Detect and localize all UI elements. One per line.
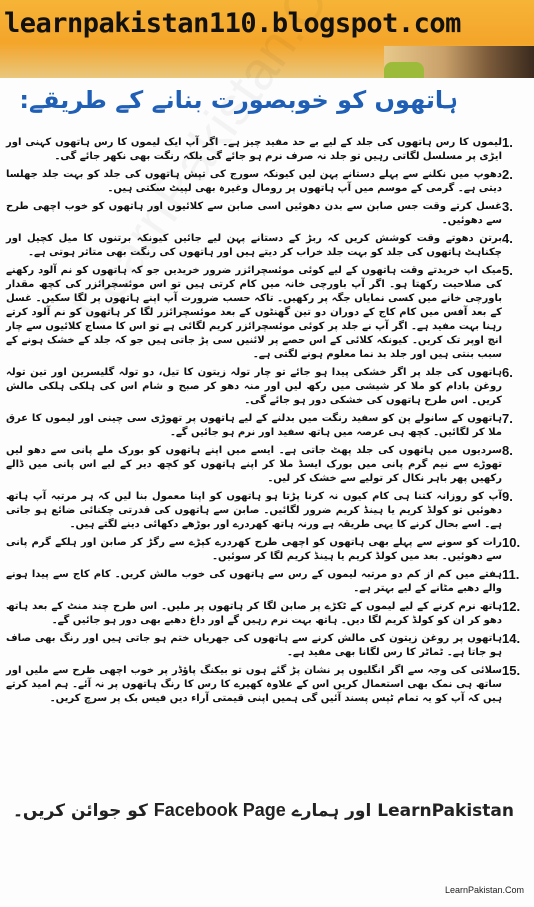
tip-number: 14. xyxy=(502,631,521,646)
tip-item xyxy=(6,600,528,628)
banner-photo xyxy=(384,46,534,78)
tip-number: 8. xyxy=(502,443,513,458)
header-banner xyxy=(0,0,534,78)
tip-number: 9. xyxy=(502,489,513,504)
tip-number: 5. xyxy=(502,263,513,278)
tip-item xyxy=(6,632,528,660)
tip-text: رات کو سونے سے پہلے بھی ہاتھوں کو اچھی طرح کھردرے کپڑے سے رگڑ کر صابن اور ہلکے گرم پانی سے دھوئیں۔ بعد میں کولڈ کریم یا ہینڈ کریم لگا کر سوئیں۔ xyxy=(6,537,502,562)
tip-text: دھوپ میں نکلنے سے پہلے دستانے پہن لیں کیونکہ سورج کی تپش ہاتھوں کی جلد کو بہت جلد جھلسا دیتی ہے۔ گرمی کے موسم میں آپ ہاتھوں پر رومال وغیرہ بھی لپیٹ سکتی ہیں۔ xyxy=(6,169,502,194)
tip-text: غسل کرتے وقت جس صابن سے بدن دھوئیں اسی صابن سے کلائیوں اور ہاتھوں کو خوب اچھی طرح سے دھوئیں۔ xyxy=(6,201,502,226)
tip-text: لیموں کا رس ہاتھوں کی جلد کے لیے بے حد مفید چیز ہے۔ اگر آپ ایک لیموں کا رس ہاتھوں کہنی اور ایڑی پر مسلسل لگاتی رہیں تو جلد نہ صرف نرم ہو جائے گی بلکہ رنگت بھی نکھر جائے گی۔ xyxy=(6,137,502,162)
tip-text: برتن دھوتے وقت کوشش کریں کہ ربڑ کے دستانے پہن لیے جائیں کیونکہ برتنوں کا میل کچیل اور چکناہٹ ہاتھوں کی جلد کو بہت جلد خراب کر دیتے ہیں اور ہاتھوں کی رنگت بھی متاثر ہوتی ہے۔ xyxy=(6,233,502,258)
site-url[interactable]: learnpakistan110.blogspot.com xyxy=(4,8,461,39)
tip-number: 10. xyxy=(502,535,521,550)
tip-item xyxy=(6,444,528,486)
tip-text: ہاتھ نرم کرنے کے لیے لیموں کے ٹکڑے پر صابن لگا کر ہاتھوں پر ملیں۔ اس طرح چند منٹ کے بعد ہاتھ دھو کر ان کو کولڈ کریم لگا دیں۔ ہاتھ بہت نرم رہیں گے اور داغ دھبے بھی دور ہو جائیں گے۔ xyxy=(6,601,502,626)
facebook-middle: اور ہمارے xyxy=(291,801,372,821)
tip-number: 3. xyxy=(502,199,513,214)
tip-number: 6. xyxy=(502,365,513,380)
facebook-suffix: کو جوائن کریں۔ xyxy=(12,801,148,821)
footer-site: LearnPakistan.Com xyxy=(444,885,524,895)
tip-item xyxy=(6,264,528,362)
facebook-page[interactable]: Facebook Page xyxy=(153,800,286,820)
tip-number: 1. xyxy=(502,135,513,150)
tip-number: 11. xyxy=(502,567,520,582)
tip-item xyxy=(6,232,528,260)
tip-text: ہاتھوں پر روغن زیتون کی مالش کرنے سے ہاتھوں کی جھریاں ختم ہو جاتی ہیں اور رنگ بھی صاف ہو جاتا ہے۔ ٹماٹر کا رس لگانا بھی مفید ہے۔ xyxy=(6,633,502,658)
tip-number: 15. xyxy=(502,663,521,678)
tip-number: 12. xyxy=(502,599,521,614)
tip-number: 2. xyxy=(502,167,513,182)
tip-text: میک اپ خریدتے وقت ہاتھوں کے لیے کوئی موئسچرائزر ضرور خریدیں جو کہ ہاتھوں کو نم آلود رکھنے کی صلاحیت رکھتا ہو۔ اگر آپ باورچی خانہ میں کام کرتی ہیں تو اس موئسچرائزر کی کچھ مقدار باورچی خانے میں کسی نمایاں جگہ پر رکھیں۔ تاکہ حسب ضرورت آپ اپنے ہاتھوں پر لگا سکیں۔ غسل کے بعد آفس میں کام کاج کے دوران دو تین گھنٹوں کے بعد موئسچرائزر لگا کر ہاتھوں کو نم آلود کرتے رہنا بہت مفید ہے۔ اگر آپ نے جلد پر کوئی موئسچرائزر کریم لگائی ہے تو اس کا مساج کلائیوں سے چار انچ اوپر تک کریں۔ کیونکہ کلائی کے اس حصے پر لائنیں سی پڑ جاتی ہیں جو کہ جلد کے خشک ہونے کے سبب بنتی ہیں اور جلد بد نما معلوم ہونے لگتی ہے۔ xyxy=(6,265,502,360)
tip-item xyxy=(6,490,528,532)
tip-item xyxy=(6,536,528,564)
tip-number: 4. xyxy=(502,231,513,246)
tip-item xyxy=(6,664,528,706)
tip-item xyxy=(6,568,528,596)
tip-text: سلائی کی وجہ سے اگر انگلیوں پر نشان پڑ گئے ہوں تو بیکنگ پاؤڈر پر خوب اچھی طرح سے ملیں اور ساتھ ہی نمک بھی استعمال کریں اس کے علاوہ کھیرے کا رس کا رنگ ہاتھوں پر نہ آئے۔ ہم امید کرتے ہیں کہ آپ کو یہ تمام ٹپس پسند آئیں گی ہمیں اپنی قیمتی آراء دیں فیس بک پر سرچ کریں۔ xyxy=(6,665,502,704)
page-title: ہاتھوں کو خوبصورت بنانے کے طریقے: xyxy=(19,86,458,114)
tip-item xyxy=(6,168,528,196)
tip-item xyxy=(6,200,528,228)
tip-text: ہفتے میں کم از کم دو مرتبہ لیموں کے رس سے ہاتھوں کی خوب مالش کریں۔ کام کاج سے پیدا ہونے والے دھبے مٹانے کے لیے بہتر ہے۔ xyxy=(6,569,502,594)
tip-item xyxy=(6,412,528,440)
tips-list xyxy=(6,136,528,796)
facebook-prefix: LearnPakistan xyxy=(377,801,514,821)
tip-item xyxy=(6,136,528,164)
tip-item xyxy=(6,366,528,408)
facebook-line xyxy=(12,800,514,828)
tip-text: ہاتھوں کی جلد پر اگر خشکی پیدا ہو جائے تو چار تولہ زیتون کا تیل، دو تولہ گلیسرین اور تین تولہ روغن بادام کو ملا کر شیشی میں رکھ لیں اور منہ دھو کر صبح و شام اس کی ہلکی ہلکی مالش کریں۔ اس طرح ہاتھوں کی خشکی دور ہو جائے گی۔ xyxy=(6,367,502,406)
tip-text: آپ کو روزانہ کتنا ہی کام کیوں نہ کرنا پڑتا ہو ہاتھوں کو اپنا معمول بنا لیں کہ ہر مرتبہ آپ ہاتھ دھوئیں تو کولڈ کریم یا ہینڈ کریم ضرور لگائیں۔ صابن سے ہاتھوں کی قدرتی چکنائی ضائع ہو جاتی ہے۔ اسے بحال کرنے کا یہی طریقہ ہے ورنہ ہاتھ کھردرے اور بوڑھے دکھائی دینے لگتے ہیں۔ xyxy=(6,491,502,530)
tip-text: سردیوں میں ہاتھوں کی جلد پھٹ جاتی ہے۔ ایسے میں اپنے ہاتھوں کو بورک ملے پانی سے دھو لیں تھوڑے سے نیم گرم پانی میں بورک ایسڈ ملا کر اپنے ہاتھوں کو کچھ دیر کے لیے اس پانی میں ڈالے رکھیں پھر باہر نکال کر تولیے سے خشک کر لیں۔ xyxy=(6,445,502,484)
tip-number: 7. xyxy=(502,411,513,426)
tip-text: ہاتھوں کے سانولے پن کو سفید رنگت میں بدلنے کے لیے ہاتھوں پر تھوڑی سی چینی اور لیموں کا عرق ملا کر لگائیں۔ کچھ ہی عرصہ میں ہاتھ سفید اور نرم ہو جائیں گے۔ xyxy=(6,413,502,438)
